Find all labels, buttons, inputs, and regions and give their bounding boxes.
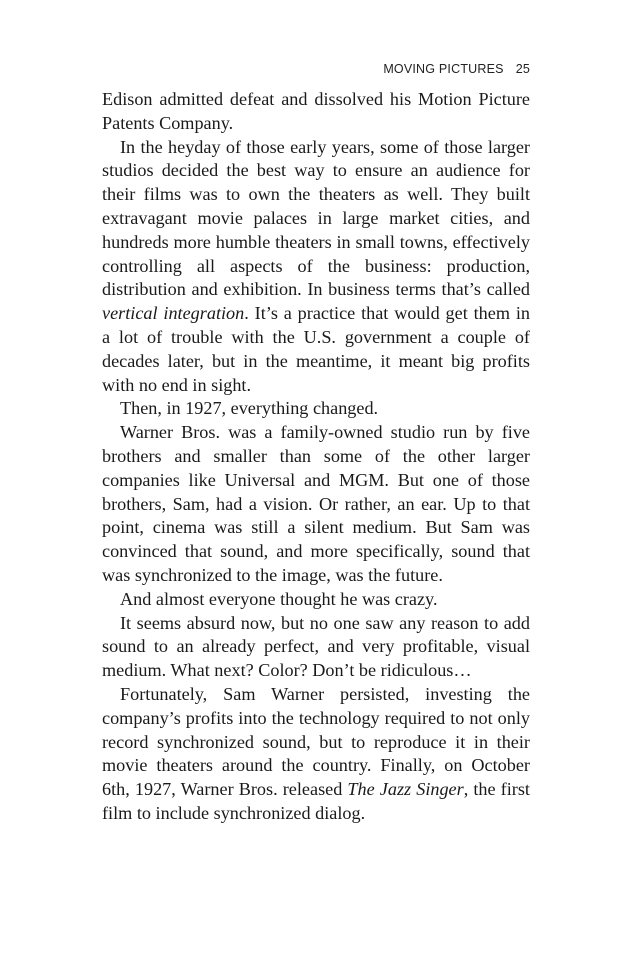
paragraph-text: Then, in 1927, everything changed.	[120, 398, 379, 419]
running-head-title: MOVING PICTURES	[383, 62, 504, 76]
paragraph-2	[102, 136, 530, 398]
body-text	[102, 88, 530, 826]
paragraph-text: In the heyday of those early years, some of those larger studios decided the best way to ensure an audience for their films was to own the theaters as well. They built extravagant movie palaces in large market cities, and hundreds more humble theaters in small towns, effectively controlling all aspects of the business: production, distribution and exhibition. In business terms that’s called	[102, 136, 530, 300]
paragraph-6	[102, 612, 530, 683]
paragraph-1	[102, 88, 530, 136]
paragraph-4	[102, 421, 530, 588]
running-head	[383, 62, 530, 76]
italic-film-title: The Jazz Singer	[347, 779, 464, 800]
paragraph-text: Fortunately, Sam Warner persisted, investing the company’s profits into the technology required to not only record synchronized sound, but to reproduce it in their movie theaters around the country. Finally, on October 6th, 1927, Warner Bros. released	[102, 683, 530, 800]
paragraph-3	[102, 397, 530, 421]
italic-term: vertical integration	[102, 303, 245, 324]
paragraph-7	[102, 683, 530, 826]
paragraph-text: And almost everyone thought he was crazy.	[120, 588, 438, 609]
page-number: 25	[515, 62, 530, 76]
paragraph-text: It seems absurd now, but no one saw any reason to add sound to an already perfect, and very profitable, visual medium. What next? Color? Don’t be ridiculous…	[102, 612, 530, 681]
paragraph-text: , the first film to include synchronized dialog.	[102, 779, 530, 823]
paragraph-text: Edison admitted defeat and dissolved his Motion Picture Patents Company.	[102, 89, 530, 133]
paragraph-text: . It’s a practice that would get them in a lot of trouble with the U.S. government a couple of decades later, but in the meantime, it meant big profits with no end in sight.	[102, 303, 530, 395]
paragraph-text: Warner Bros. was a family-owned studio run by five brothers and smaller than some of the other larger companies like Universal and MGM. But one of those brothers, Sam, had a vision. Or rather, an ear. Up to that point, cinema was still a silent medium. But Sam was convinced that sound, and more specifically, sound that was synchronized to the image, was the future.	[102, 422, 530, 585]
paragraph-5	[102, 588, 530, 612]
